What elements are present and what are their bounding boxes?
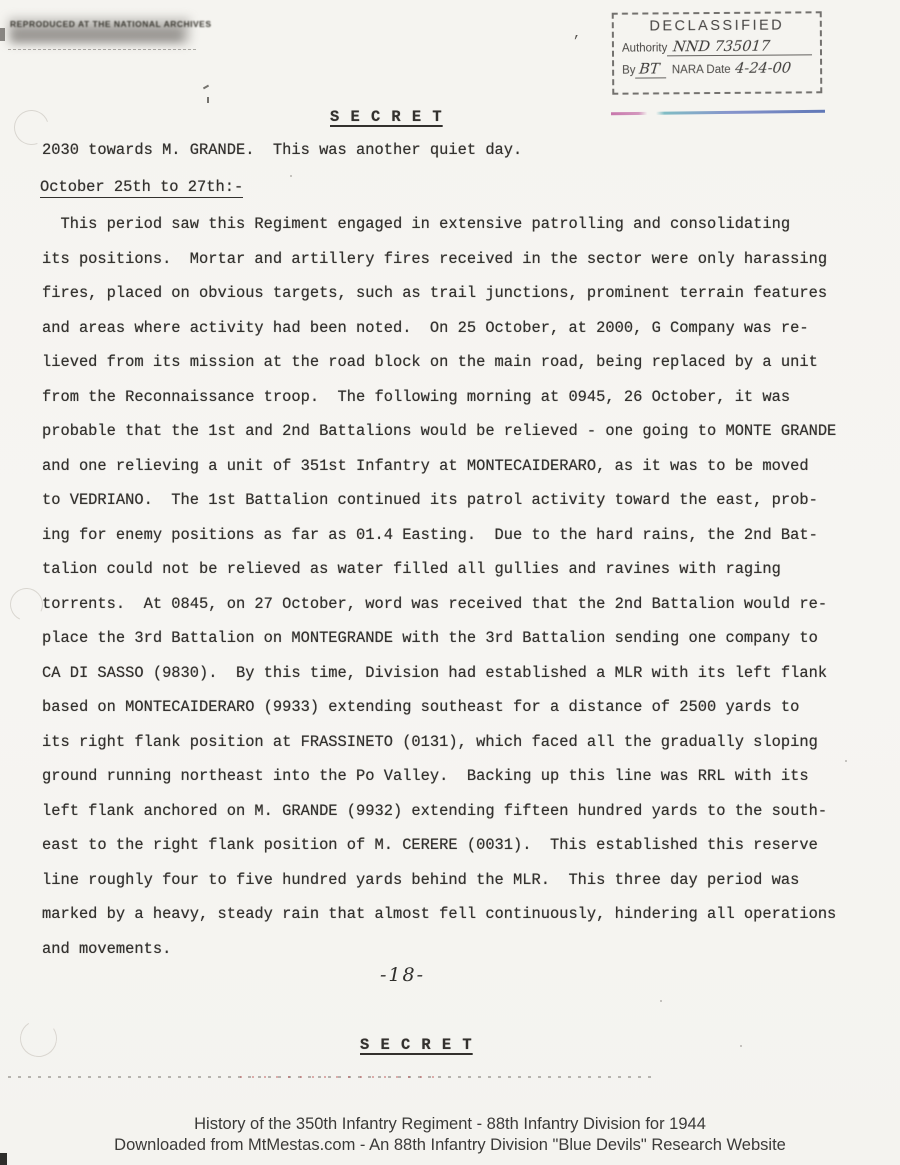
body-paragraph — [42, 207, 882, 966]
declassified-stamp — [612, 11, 823, 94]
paragraph-line: and one relieving a unit of 351st Infantry at MONTECAIDERARO, as it was to be moved — [42, 456, 809, 475]
paragraph-line: This period saw this Regiment engaged in extensive patrolling and consolidating — [42, 215, 791, 233]
paragraph-line: line roughly four to five hundred yards behind the MLR. This three day period was — [42, 870, 800, 889]
paragraph-line: probable that the 1st and 2nd Battalions would be relieved - one going to MONTE GRANDE — [42, 422, 837, 440]
paragraph-line: CA DI SASSO (9830). By this time, Division had established a MLR with its left flank — [42, 663, 828, 682]
scan-edge-mark — [0, 28, 5, 41]
intro-line: 2030 towards M. GRANDE. This was another quiet day. — [42, 141, 523, 159]
paragraph-line: east to the right flank position of M. CERERE (0031). This established this reserve — [42, 836, 818, 854]
by-value-handwriting: BT — [638, 61, 661, 78]
paper-speck — [290, 175, 292, 177]
paragraph-line: from the Reconnaissance troop. The following morning at 0945, 26 October, it was — [42, 387, 791, 406]
dotted-scan-artifact-line-red — [240, 1076, 440, 1078]
paragraph-line: its right flank position at FRASSINETO (0131), which faced all the gradually sloping — [42, 732, 818, 751]
by-value-underline — [635, 61, 665, 78]
color-scan-artifact-line — [611, 110, 825, 115]
paragraph-line: to VEDRIANO. The 1st Battalion continued its patrol activity toward the east, prob- — [42, 491, 818, 509]
paper-speck — [845, 760, 847, 762]
paper-speck — [740, 1045, 742, 1047]
paragraph-line: and movements. — [42, 939, 172, 958]
paragraph-line: talion could not be relieved as water filled all gullies and ravines with raging — [42, 560, 781, 578]
paragraph-line: place the 3rd Battalion on MONTEGRANDE with the 3rd Battalion sending one company to — [42, 629, 818, 647]
footer — [0, 1114, 900, 1156]
paragraph-line: its positions. Mortar and artillery fires received in the sector were only harassing — [42, 249, 828, 268]
paragraph-line: marked by a heavy, steady rain that almost fell continuously, hindering all operations — [42, 905, 837, 923]
nara-reproduction-stamp-text: REPRODUCED AT THE NATIONAL ARCHIVES — [10, 19, 212, 29]
nara-reproduction-stamp — [8, 16, 212, 52]
stray-ink-mark: ’ — [572, 34, 581, 50]
smudge-band — [12, 28, 182, 42]
authority-value-underline — [667, 38, 812, 56]
pen-tick-mark — [207, 97, 209, 103]
footer-line-2: Downloaded from MtMestas.com - An 88th Infantry Division "Blue Devils" Research Website — [114, 1136, 786, 1154]
authority-label: Authority — [621, 42, 668, 55]
smudge-underline — [8, 49, 196, 50]
authority-value-handwriting: NND 735017 — [672, 38, 772, 56]
classification-heading-top: S E C R E T — [330, 108, 443, 126]
footer-line-1: History of the 350th Infantry Regiment - 88th Infantry Division for 1944 — [194, 1115, 706, 1133]
declassified-by-row — [622, 60, 812, 78]
paragraph-line: ground running northeast into the Po Valley. Backing up this line was RRL with its — [42, 767, 809, 785]
pen-tick-mark — [203, 85, 209, 90]
paragraph-line: based on MONTECAIDERARO (9933) extending southeast for a distance of 2500 yards to — [42, 698, 800, 716]
by-label: By — [622, 64, 636, 77]
paragraph-line: and areas where activity had been noted. On 25 October, at 2000, G Company was re- — [42, 318, 809, 337]
paragraph-line: fires, placed on obvious targets, such as trail junctions, prominent terrain features — [42, 284, 828, 302]
classification-heading-bottom: S E C R E T — [360, 1036, 473, 1054]
page-number: -18- — [380, 964, 426, 986]
paragraph-line: ing for enemy positions as far as 01.4 Easting. Due to the hard rains, the 2nd Bat- — [42, 525, 818, 544]
section-heading — [40, 178, 243, 196]
nara-date-label: NARA Date — [671, 63, 731, 77]
paragraph-line: left flank anchored on M. GRANDE (9932) extending fifteen hundred yards to the south- — [42, 801, 828, 820]
hole-punch — [17, 1017, 61, 1061]
declassified-authority-row — [622, 38, 812, 56]
nara-date-handwriting: 4-24-00 — [733, 60, 792, 77]
paragraph-line: lieved from its mission at the road block on the main road, being replaced by a unit — [42, 353, 818, 371]
paragraph-line: torrents. At 0845, on 27 October, word was received that the 2nd Battalion would re- — [42, 594, 828, 613]
paper-speck — [660, 1000, 662, 1002]
declassified-stamp-title: DECLASSIFIED — [649, 17, 785, 35]
section-heading-text: October 25th to 27th:- — [40, 178, 244, 196]
